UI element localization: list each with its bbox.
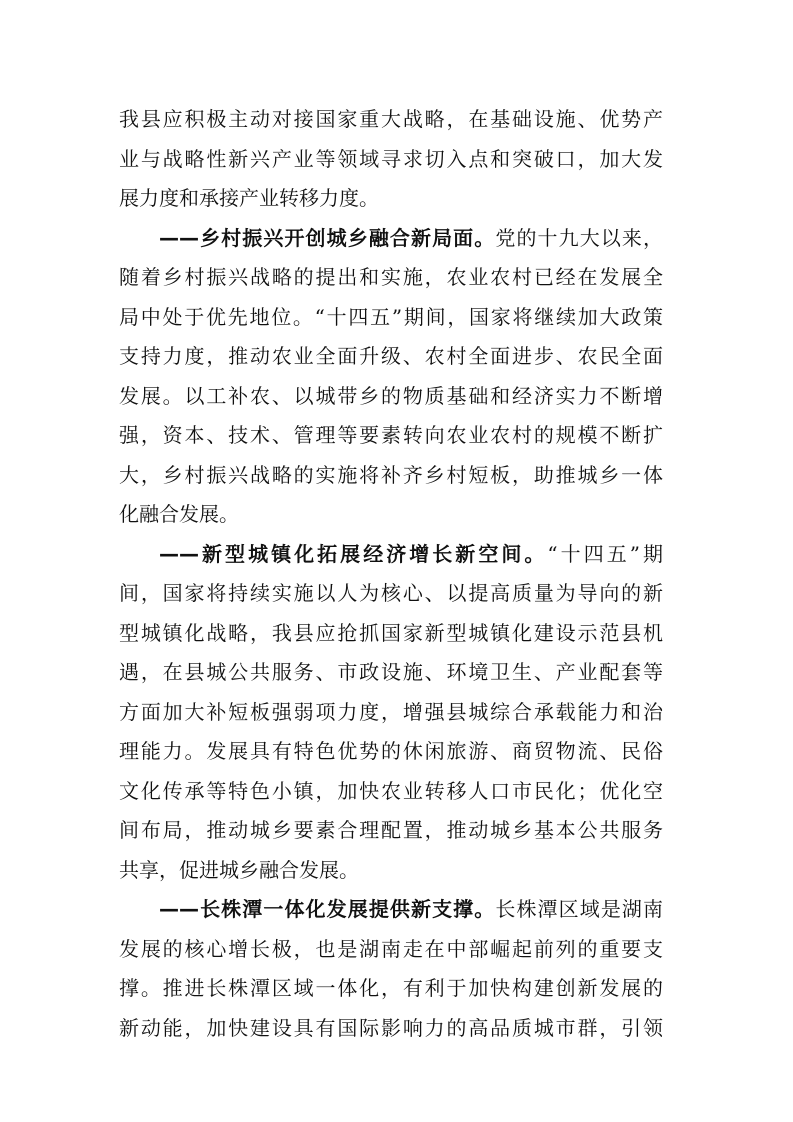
text-line: 共享，促进城乡融合发展。	[119, 857, 359, 882]
text-line: 遇，在县城公共服务、市政设施、环境卫生、产业配套等	[119, 660, 663, 684]
text-line: 局中处于优先地位。“十四五”期间，国家将继续加大政策	[119, 304, 663, 329]
text-line: 我县应积极主动对接国家重大战略，在基础设施、优势产	[119, 107, 663, 131]
text-line: 型城镇化战略，我县应抢抓国家新型城镇化建设示范县机	[119, 620, 663, 645]
text-line: 强，资本、技术、管理等要素转向农业农村的规模不断扩	[119, 423, 663, 447]
text-line	[119, 219, 663, 259]
text-line: 化融合发展。	[119, 502, 239, 526]
text-run: “十四五”期	[547, 541, 664, 566]
text-line: 间，国家将持续实施以人为核心、以提高质量为导向的新	[119, 581, 663, 605]
text-line: 业与战略性新兴产业等领域寻求切入点和突破口，加大发	[119, 146, 663, 171]
paragraph-new-urbanization	[119, 535, 663, 891]
text-line: 新动能，加快建设具有国际影响力的高品质城市群，引领	[119, 1015, 663, 1040]
section-heading: ——乡村振兴开创城乡融合新局面。	[159, 225, 496, 250]
text-line: 文化传承等特色小镇，加快农业转移人口市民化；优化空	[119, 778, 663, 803]
text-line: 支持力度，推动农业全面升级、农村全面进步、农民全面	[119, 344, 663, 368]
text-run: 长株潭区域是湖南	[495, 897, 664, 921]
text-line: 间布局，推动城乡要素合理配置，推动城乡基本公共服务	[119, 818, 663, 842]
text-line: 理能力。发展具有特色优势的休闲旅游、商贸物流、民俗	[119, 739, 663, 763]
section-heading: ——长株潭一体化发展提供新支撑。	[159, 897, 496, 921]
paragraph-rural-revitalization	[119, 219, 663, 535]
text-line: 大，乡村振兴战略的实施将补齐乡村短板，助推城乡一体	[119, 462, 663, 487]
text-line: 发展。以工补农、以城带乡的物质基础和经济实力不断增	[119, 383, 663, 408]
text-line: 随着乡村振兴战略的提出和实施，农业农村已经在发展全	[119, 265, 663, 289]
text-line	[119, 535, 663, 575]
text-line: 撑。推进长株潭区域一体化，有利于加快构建创新发展的	[119, 976, 663, 1000]
section-heading: ——新型城镇化拓展经济增长新空间。	[159, 541, 548, 566]
text-line	[119, 890, 663, 930]
text-run: 党的十九大以来，	[495, 225, 664, 250]
text-line: 方面加大补短板强弱项力度，增强县城综合承载能力和治	[119, 699, 663, 724]
text-line: 展力度和承接产业转移力度。	[119, 186, 379, 210]
text-line: 发展的核心增长极，也是湖南走在中部崛起前列的重要支	[119, 936, 663, 961]
paragraph-changzhutan	[119, 890, 663, 1048]
document-body	[119, 100, 663, 1048]
paragraph-1	[119, 100, 663, 219]
